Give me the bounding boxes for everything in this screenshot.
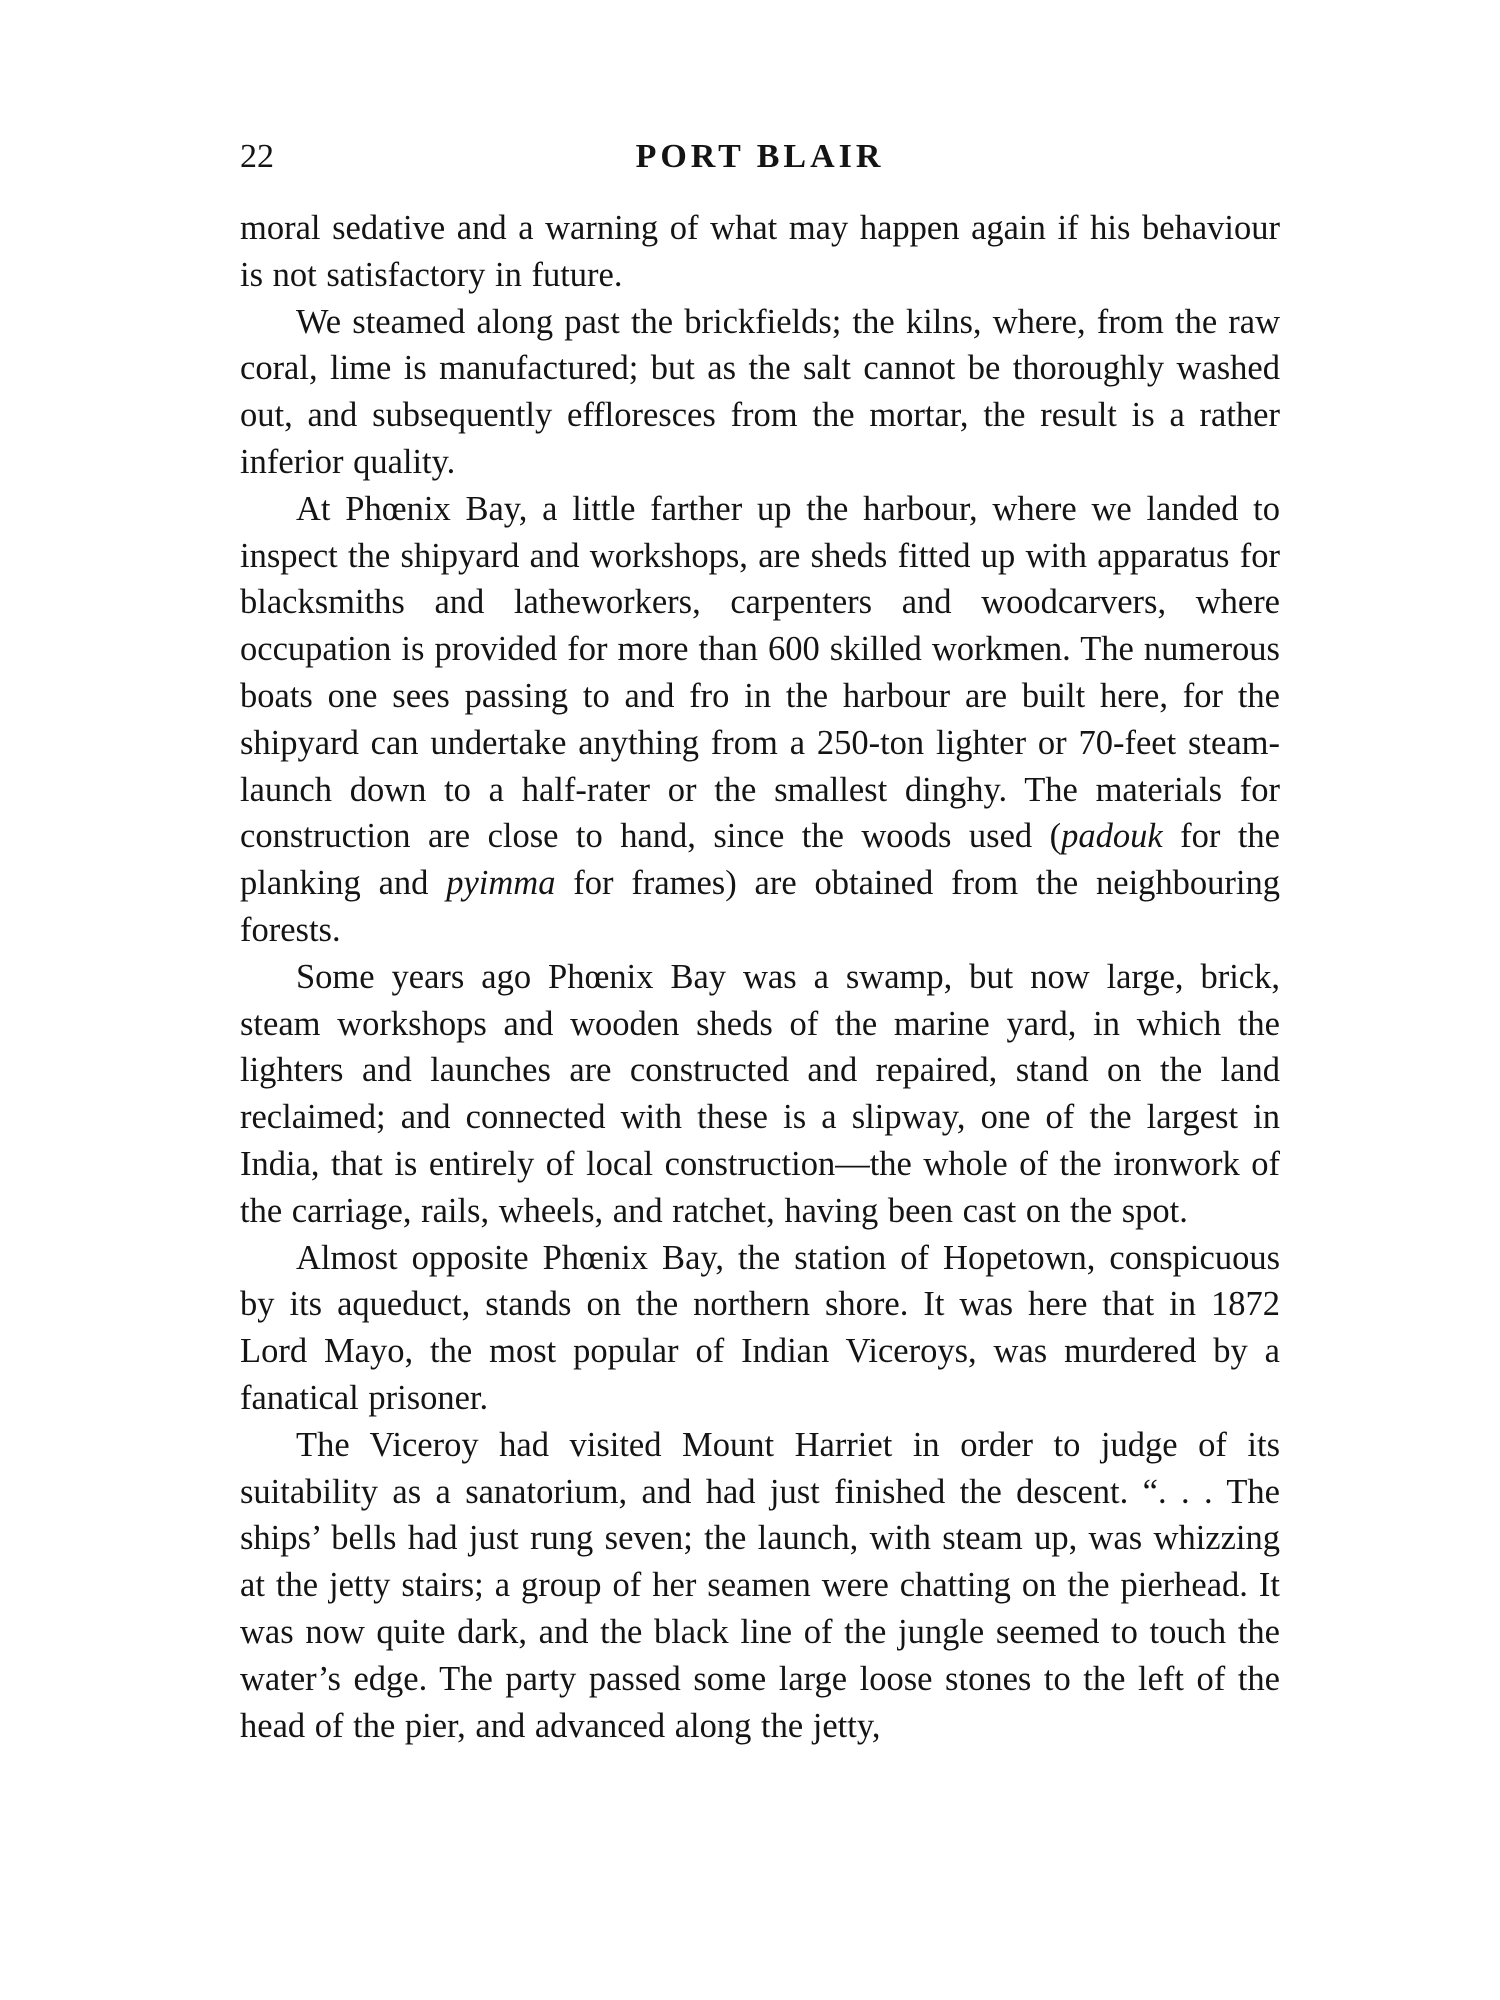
paragraph-1: moral sedative and a warning of what may happen again if his behaviour is not satisfactory in future. [240, 209, 1280, 294]
paragraph-6: The Viceroy had visited Mount Harriet in order to judge of its suitability as a sanatorium, and had just finished the descent. “. . . The ships’ bells had just rung seven; the launch, with steam up, was whizzing at the jetty stairs; a group of her seamen were chatting on the pierhead. It was now quite dark, and the black line of the jungle seemed to touch the water’s edge. The party passed some large loose stones to the left of the head of the pier, and advanced along the jetty, [240, 1425, 1280, 1745]
paragraph-3-text-middle: for the planking and [240, 817, 1280, 903]
page-number: 22 [240, 138, 274, 175]
paragraph-5: Almost opposite Phœnix Bay, the station of Hopetown, conspicuous by its aqueduct, stands on the northern shore. It was here that in 1872 Lord Mayo, the most popular of Indian Viceroys, was murdered by a fanatical prisoner. [240, 1238, 1280, 1417]
body-text [240, 205, 1280, 1749]
italic-padouk: padouk [1061, 817, 1163, 856]
paragraph-3-text-before: At Phœnix Bay, a little farther up the harbour, where we landed to inspect the shipyard and workshops, are sheds fitted up with apparatus for blacksmiths and latheworkers, carpenters and woodcarvers, where occupation is provided for more than 600 skilled workmen. The numerous boats one sees passing to and fro in the harbour are built here, for the shipyard can undertake anything from a 250-ton lighter or 70-feet steam-launch down to a half-rater or the smallest dinghy. The materials for construction are close to hand, since the woods used ( [240, 489, 1280, 856]
paragraph-4: Some years ago Phœnix Bay was a swamp, but now large, brick, steam workshops and wooden sheds of the marine yard, in which the lighters and launches are constructed and repaired, stand on the land reclaimed; and connected with these is a slipway, one of the largest in India, that is entirely of local construction—the whole of the ironwork of the carriage, rails, wheels, and ratchet, having been cast on the spot. [240, 957, 1280, 1230]
paragraph-2: We steamed along past the brickfields; the kilns, where, from the raw coral, lime is manufactured; but as the salt cannot be thoroughly washed out, and subsequently effloresces from the mortar, the result is a rather inferior quality. [240, 302, 1280, 481]
paragraph-3-text-after: for frames) are obtained from the neighbouring forests. [240, 864, 1280, 949]
paragraph-3 [240, 486, 1280, 954]
page-header [240, 135, 1280, 185]
running-head: PORT BLAIR [635, 138, 885, 175]
italic-pyimma: pyimma [446, 864, 556, 903]
